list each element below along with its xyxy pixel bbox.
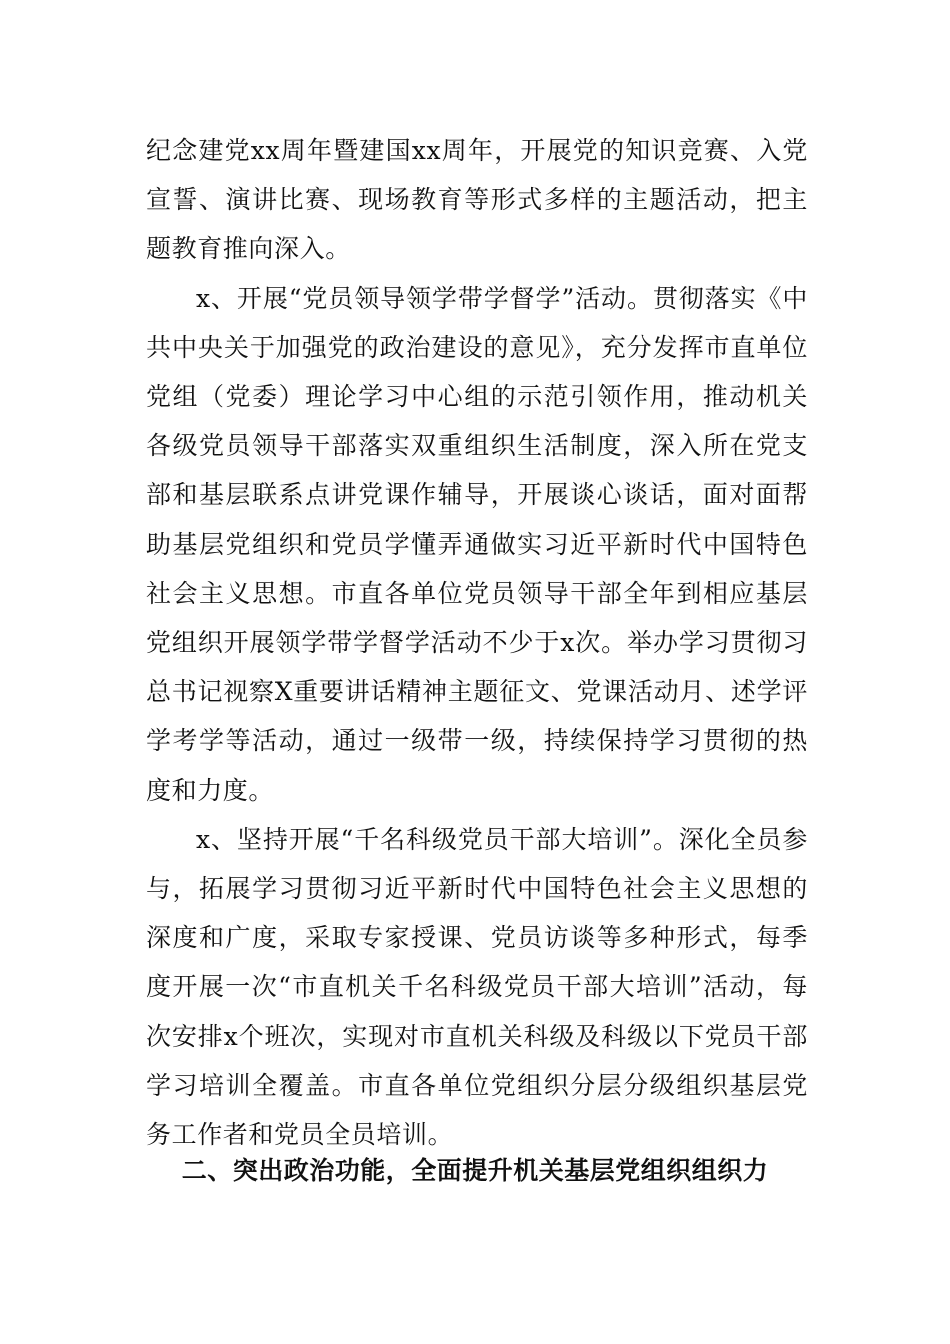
section-heading: 二、突出政治功能，全面提升机关基层党组织组织力: [181, 1156, 769, 1185]
body-text: [146, 126, 808, 1159]
paragraph-leader-study: x、开展“党员领导领学带学督学”活动。贯彻落实《中共中央关于加强党的政治建设的意见》，充分发挥市直单位党组（党委）理论学习中心组的示范引领作用，推动机关各级党员领导干部落实双重组织生活制度，深入所在党支部和基层联系点讲党课作辅导，开展谈心谈话，面对面帮助基层党组织和党员学懂弄通做实习近平新时代中国特色社会主义思想。市直各单位党员领导干部全年到相应基层党组织开展领学带学督学活动不少于x次。举办学习贯彻习总书记视察X重要讲话精神主题征文、党课活动月、述学评学考学等活动，通过一级带一级，持续保持学习贯彻的热度和力度。: [146, 283, 808, 805]
paragraph-cadre-training: x、坚持开展“千名科级党员干部大培训”。深化全员参与，拓展学习贯彻习近平新时代中国特色社会主义思想的深度和广度，采取专家授课、党员访谈等多种形式，每季度开展一次“市直机关千名科级党员干部大培训”活动，每次安排x个班次，实现对市直机关科级及科级以下党员干部学习培训全覆盖。市直各单位党组织分层分级组织基层党务工作者和党员全员培训。: [146, 824, 808, 1150]
paragraph-continuation: 纪念建党xx周年暨建国xx周年，开展党的知识竞赛、入党宣誓、演讲比赛、现场教育等形式多样的主题活动，把主题教育推向深入。: [146, 136, 808, 264]
